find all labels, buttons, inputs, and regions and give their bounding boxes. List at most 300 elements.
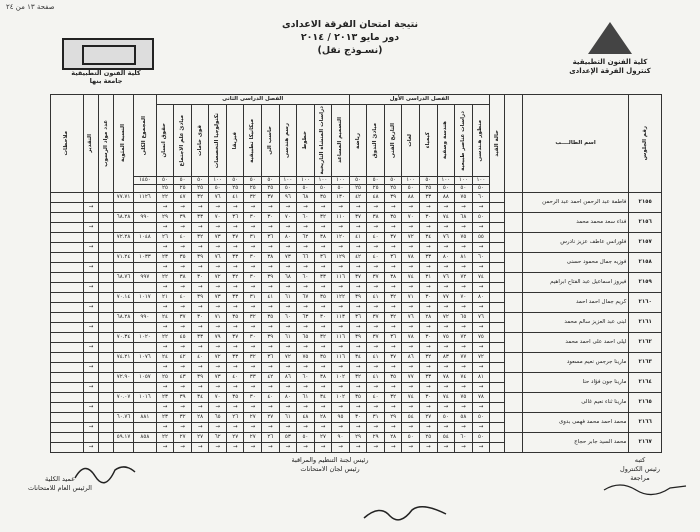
mark-cell: ٣٩ xyxy=(349,293,367,303)
mark-cell: → xyxy=(367,263,385,273)
mark-cell: → xyxy=(402,203,420,213)
mark-cell: → xyxy=(332,443,350,453)
grade-cell: → xyxy=(83,323,98,333)
mark-cell: → xyxy=(174,343,192,353)
mark-cell: ٧٥ xyxy=(297,353,315,363)
mark-cell: → xyxy=(332,243,350,253)
mark-cell: → xyxy=(349,363,367,373)
mark-cell: ٤٣ xyxy=(174,373,192,383)
mark-cell: → xyxy=(174,363,192,373)
mark-cell: ٧١ xyxy=(402,293,420,303)
total-cell xyxy=(134,263,157,273)
max-mark-cell: ٥٠ xyxy=(244,177,262,185)
side-cell xyxy=(505,273,523,293)
max-mark-cell: ١٠٠ xyxy=(279,177,297,185)
fail-count-cell xyxy=(98,423,113,433)
mark-cell: ٤٠ xyxy=(367,233,385,243)
mark-cell: ٧٢ xyxy=(455,333,473,343)
mark-cell: → xyxy=(174,263,192,273)
percent-cell xyxy=(114,423,134,433)
mark-cell: ١١٠ xyxy=(332,213,350,223)
subject-header-text: مبادئ علم الاجتماع xyxy=(179,114,186,167)
status-cell xyxy=(490,203,505,213)
notes-cell xyxy=(51,383,84,393)
mark-cell: ٣٥ xyxy=(314,193,332,203)
mark-cell: → xyxy=(156,323,174,333)
mark-cell: → xyxy=(174,383,192,393)
mark-cell: ٣٦ xyxy=(349,313,367,323)
status-cell xyxy=(490,193,505,203)
fail-count-cell xyxy=(98,203,113,213)
mark-cell: ٢٨ xyxy=(191,413,209,423)
notes-cell xyxy=(51,243,84,253)
mark-cell: ٣٥ xyxy=(262,313,280,323)
mark-cell: → xyxy=(384,363,402,373)
mark-cell: ٧٥ xyxy=(455,393,473,403)
mark-cell: → xyxy=(191,443,209,453)
mark-cell: ١١٦ xyxy=(332,333,350,343)
mark-cell: → xyxy=(174,243,192,253)
mark-cell: ٦٣ xyxy=(297,313,315,323)
student-name: لبنى عبد العزيز سالم محمد xyxy=(522,313,629,333)
mark-cell: ٢٤ xyxy=(156,353,174,363)
student-id: ٢١٥٦ xyxy=(629,213,662,233)
mark-cell: ٣١ xyxy=(367,413,385,423)
mark-cell: → xyxy=(384,383,402,393)
percent-cell xyxy=(114,343,134,353)
fail-count-cell xyxy=(98,333,113,343)
total-cell: ١٠٥٧ xyxy=(134,373,157,383)
mark-cell: ٦١ xyxy=(297,393,315,403)
mark-cell: → xyxy=(279,443,297,453)
student-name: مارينا جون فؤاد حنا xyxy=(522,373,629,393)
mark-cell: → xyxy=(455,343,473,353)
mark-cell: ٦٠ xyxy=(279,313,297,323)
mark-cell: → xyxy=(332,263,350,273)
mark-cell: → xyxy=(297,243,315,253)
fail-count-cell xyxy=(98,303,113,313)
mark-cell: ٢٨ xyxy=(420,313,438,323)
subject-header-text: التاريخ الفنى xyxy=(389,122,396,159)
page-number: صفحة ١٣ من ٢٤ xyxy=(6,3,55,11)
mark-cell: → xyxy=(297,223,315,233)
subject-header-text: فيزيقا xyxy=(231,131,238,150)
mark-cell: ٥٥ xyxy=(472,233,490,243)
mark-cell: ٣٥ xyxy=(384,373,402,383)
mark-cell: → xyxy=(367,303,385,313)
mark-cell: ٦٥ xyxy=(297,333,315,343)
total-cell xyxy=(134,443,157,453)
student-row xyxy=(51,273,662,283)
mark-cell: → xyxy=(297,283,315,293)
mark-cell: → xyxy=(174,223,192,233)
mark-cell: ٥٠ xyxy=(297,433,315,443)
mark-cell: ٧٥ xyxy=(455,193,473,203)
subject-header xyxy=(472,105,490,177)
max-mark-cell: ٥٠ xyxy=(226,177,244,185)
grade-cell: → xyxy=(83,203,98,213)
notes-cell xyxy=(51,423,84,433)
status-cell xyxy=(490,423,505,433)
total-cell: ١٠١٧ xyxy=(134,293,157,303)
mark-cell: ٣١ xyxy=(420,273,438,283)
total-column-header-text: المجموع الكلى xyxy=(141,115,148,156)
status-cell xyxy=(490,233,505,243)
max-mark-cell: ١٠٠ xyxy=(455,177,473,185)
subject-header xyxy=(332,105,350,177)
mark-cell: ٧٨ xyxy=(402,333,420,343)
mark-cell: → xyxy=(437,323,455,333)
fail-count-cell xyxy=(98,383,113,393)
mark-cell: ٢٥ xyxy=(420,433,438,443)
mark-cell: ٣٩ xyxy=(174,393,192,403)
mark-cell: ٧١ xyxy=(209,313,227,323)
notes-cell xyxy=(51,313,84,323)
mark-cell: → xyxy=(420,303,438,313)
notes-cell xyxy=(51,233,84,243)
percent-cell xyxy=(114,323,134,333)
subject-header xyxy=(367,105,385,177)
status-cell xyxy=(490,443,505,453)
mark-cell: ٣٩ xyxy=(262,273,280,283)
mark-cell: → xyxy=(262,303,280,313)
min-mark-cell: ٥٠ xyxy=(437,185,455,193)
subject-header xyxy=(297,105,315,177)
mark-cell: → xyxy=(209,423,227,433)
university-logo xyxy=(60,38,152,84)
mark-cell: → xyxy=(384,223,402,233)
mark-cell: ٧٦ xyxy=(209,253,227,263)
mark-cell: → xyxy=(191,323,209,333)
mark-cell: → xyxy=(226,383,244,393)
mark-cell: ٧٥ xyxy=(455,233,473,243)
mark-cell: → xyxy=(279,423,297,433)
mark-cell: → xyxy=(191,303,209,313)
mark-cell: → xyxy=(349,443,367,453)
notes-cell xyxy=(51,293,84,303)
mark-cell: → xyxy=(209,303,227,313)
mark-cell: ٧٠ xyxy=(209,213,227,223)
mark-cell: → xyxy=(279,203,297,213)
mark-cell: → xyxy=(156,243,174,253)
total-cell xyxy=(134,303,157,313)
logo-emblem xyxy=(62,38,154,70)
mark-cell: ٣٨ xyxy=(262,253,280,263)
max-mark-cell: ١٠٠ xyxy=(297,177,315,185)
status-cell xyxy=(490,303,505,313)
mark-cell: → xyxy=(209,283,227,293)
mark-cell: ٢٩ xyxy=(367,433,385,443)
min-mark-cell: ٢٥ xyxy=(156,185,174,193)
mark-cell: ٧٤ xyxy=(402,393,420,403)
max-mark-cell: ٥٠ xyxy=(156,177,174,185)
name-column-header: اسم الطالــــب xyxy=(522,95,629,193)
max-mark-cell: ٥٠ xyxy=(384,177,402,185)
max-mark-cell: ١٠٠ xyxy=(209,177,227,185)
sheet-title xyxy=(250,18,450,57)
mark-cell: ٤٠ xyxy=(174,293,192,303)
fail-count-cell xyxy=(98,393,113,403)
mark-cell: → xyxy=(402,443,420,453)
mark-cell: ١٠٢ xyxy=(332,393,350,403)
mark-cell: ٣٧ xyxy=(367,313,385,323)
notes-cell xyxy=(51,193,84,203)
mark-cell: → xyxy=(297,263,315,273)
mark-cell: → xyxy=(297,323,315,333)
grade-cell xyxy=(83,273,98,283)
title-line-1: نتيجة امتحان الفرقة الاعدادى xyxy=(281,19,419,30)
mark-cell: → xyxy=(437,443,455,453)
mark-cell: ٤٢ xyxy=(262,373,280,383)
mark-cell: → xyxy=(156,423,174,433)
mark-cell: → xyxy=(384,423,402,433)
fail-count-cell xyxy=(98,433,113,443)
mark-cell: → xyxy=(455,403,473,413)
percent-cell: ٧٢.٩٠ xyxy=(114,373,134,383)
logo-left-line-1: كلية الفنون التطبيقية xyxy=(71,69,141,77)
mark-cell: ٤١ xyxy=(262,293,280,303)
notes-cell xyxy=(51,273,84,283)
student-id: ٢١٦٧ xyxy=(629,433,662,453)
mark-cell: → xyxy=(384,323,402,333)
mark-cell: ٦١ xyxy=(279,333,297,343)
fail-count-cell xyxy=(98,353,113,363)
mark-cell: ٢٢ xyxy=(156,433,174,443)
mark-cell: → xyxy=(332,423,350,433)
max-mark-cell: ٥٠ xyxy=(262,177,280,185)
mark-cell: → xyxy=(244,323,262,333)
mark-cell: → xyxy=(156,343,174,353)
subject-header-text: حقوق انسان xyxy=(161,123,168,158)
subject-header-text: هندسة وصفية xyxy=(442,121,449,160)
total-cell: ٨٨١ xyxy=(134,413,157,423)
student-id: ٢١٦١ xyxy=(629,313,662,333)
mark-cell: ٣٩ xyxy=(191,293,209,303)
mark-cell: → xyxy=(437,303,455,313)
mark-cell: ٨٠ xyxy=(279,233,297,243)
notes-cell xyxy=(51,253,84,263)
mark-cell: → xyxy=(262,423,280,433)
percent-column-header-text: النسبة المئوية xyxy=(120,124,127,163)
mark-cell: → xyxy=(191,403,209,413)
total-cell xyxy=(134,423,157,433)
mark-cell: ٩٥ xyxy=(332,413,350,423)
grade-cell: → xyxy=(83,223,98,233)
grade-cell: → xyxy=(83,403,98,413)
mark-cell: → xyxy=(191,243,209,253)
mark-cell: → xyxy=(262,403,280,413)
mark-cell: → xyxy=(384,203,402,213)
subject-header-text: منظور هـندسى xyxy=(477,119,484,162)
mark-cell: ٦١ xyxy=(279,293,297,303)
subject-header-text: قوى خامات xyxy=(196,124,203,157)
semester-1-header: الفصل الدراسى الأول xyxy=(349,95,489,105)
mark-cell: → xyxy=(244,383,262,393)
percent-cell xyxy=(114,303,134,313)
total-cell xyxy=(134,203,157,213)
sig-right-2: رئيس الكنترول xyxy=(619,465,660,473)
mark-cell: ١٣٠ xyxy=(332,193,350,203)
student-row xyxy=(51,353,662,363)
mark-cell: ٩٠ xyxy=(332,433,350,443)
percent-cell xyxy=(114,223,134,233)
notes-cell xyxy=(51,213,84,223)
student-id: ٢١٦٦ xyxy=(629,413,662,433)
mark-cell: ٣٩ xyxy=(191,253,209,263)
min-mark-cell: ٢٥ xyxy=(262,185,280,193)
total-cell: ١٠٢٠ xyxy=(134,333,157,343)
side-column-header xyxy=(505,95,523,193)
mark-cell: → xyxy=(332,303,350,313)
student-id: ٢١٦٠ xyxy=(629,293,662,313)
mark-cell: → xyxy=(209,323,227,333)
mark-cell: ٧٦ xyxy=(402,313,420,323)
mark-cell: → xyxy=(156,303,174,313)
fail-count-cell xyxy=(98,293,113,303)
mark-cell: ٧٣ xyxy=(279,253,297,263)
mark-cell: → xyxy=(191,283,209,293)
mark-cell: → xyxy=(314,403,332,413)
mark-cell: ٣٦ xyxy=(384,333,402,343)
fail-count-cell xyxy=(98,413,113,423)
grade-cell xyxy=(83,233,98,243)
mark-cell: ٣٢ xyxy=(384,313,402,323)
subject-header-text: مبادئ التذوق xyxy=(372,122,379,159)
subject-header xyxy=(420,105,438,177)
mark-cell: → xyxy=(455,383,473,393)
mark-cell: → xyxy=(384,263,402,273)
min-mark-cell: ٥٠ xyxy=(209,185,227,193)
mark-cell: ٧٨ xyxy=(402,253,420,263)
total-cell xyxy=(134,383,157,393)
total-cell: ١١٢٦ xyxy=(134,193,157,203)
mark-cell: ٣٣ xyxy=(420,253,438,263)
min-mark-cell: ٢٥ xyxy=(349,185,367,193)
mark-cell: ٣٩ xyxy=(191,373,209,383)
notes-cell xyxy=(51,223,84,233)
grade-column-header-text: التقدير xyxy=(87,134,94,153)
total-cell xyxy=(134,403,157,413)
mark-cell: → xyxy=(314,303,332,313)
mark-cell: ٣٠ xyxy=(420,393,438,403)
mark-cell: ٢٤ xyxy=(156,313,174,323)
percent-cell: ٧٢.٢٨ xyxy=(114,233,134,243)
mark-cell: ٢٧ xyxy=(420,413,438,423)
mark-cell: → xyxy=(174,403,192,413)
mark-cell: ٤١ xyxy=(367,373,385,383)
mark-cell: ٣٧ xyxy=(349,273,367,283)
mark-cell: → xyxy=(209,343,227,353)
mark-cell: → xyxy=(314,443,332,453)
mark-cell: ٢٥ xyxy=(156,373,174,383)
mark-cell: → xyxy=(437,203,455,213)
mark-cell: → xyxy=(437,383,455,393)
mark-cell: ٣٢ xyxy=(384,293,402,303)
mark-cell: → xyxy=(455,303,473,313)
grade-column-header xyxy=(83,95,98,193)
student-name: كريم جمال احمد احمد xyxy=(522,293,629,313)
sig-right-1: كتبه xyxy=(634,456,646,464)
pyramid-emblem-icon xyxy=(588,22,632,54)
mark-cell: → xyxy=(367,383,385,393)
mark-cell: → xyxy=(384,343,402,353)
mark-cell: ٤١ xyxy=(349,233,367,243)
status-cell xyxy=(490,393,505,403)
percent-cell: ٦٨.٢٨ xyxy=(114,313,134,323)
mark-cell: → xyxy=(279,263,297,273)
mark-cell: ٨٨ xyxy=(437,193,455,203)
min-mark-cell: ٥٠ xyxy=(455,185,473,193)
mark-cell: → xyxy=(455,363,473,373)
mark-cell: → xyxy=(472,423,490,433)
mark-cell: ٣٣ xyxy=(226,253,244,263)
mark-cell: ٤٥ xyxy=(174,333,192,343)
mark-cell: ٤٠ xyxy=(367,253,385,263)
mark-cell: → xyxy=(402,243,420,253)
mark-cell: ٧٠ xyxy=(209,393,227,403)
mark-cell: ٣٦ xyxy=(226,213,244,223)
grade-cell xyxy=(83,353,98,363)
mark-cell: ٦٠ xyxy=(297,373,315,383)
mark-cell: ٧٢ xyxy=(402,233,420,243)
total-column-header xyxy=(134,95,157,177)
mark-cell: ٥٨ xyxy=(455,413,473,423)
mark-cell: ٤١ xyxy=(367,353,385,363)
mark-cell: → xyxy=(420,343,438,353)
mark-cell: ٣٢ xyxy=(244,353,262,363)
mark-cell: ٧٢ xyxy=(437,313,455,323)
student-id: ٢١٥٧ xyxy=(629,233,662,253)
mark-cell: ٣٢ xyxy=(314,333,332,343)
mark-cell: → xyxy=(297,343,315,353)
fail-count-cell xyxy=(98,263,113,273)
mark-cell: ٣٧ xyxy=(226,233,244,243)
mark-cell: ٦٥ xyxy=(209,413,227,423)
mark-cell: → xyxy=(156,263,174,273)
mark-cell: → xyxy=(384,443,402,453)
mark-cell: ٣٩ xyxy=(384,193,402,203)
total-cell: ١٠٤٨ xyxy=(134,233,157,243)
mark-cell: → xyxy=(349,283,367,293)
mark-cell: ٢٢ xyxy=(156,333,174,343)
mark-cell: ٢٧ xyxy=(191,433,209,443)
mark-cell: → xyxy=(314,423,332,433)
mark-cell: → xyxy=(174,303,192,313)
mark-cell: ٤٠ xyxy=(367,393,385,403)
max-mark-cell: ٥٠ xyxy=(367,177,385,185)
subject-header xyxy=(156,105,174,177)
mark-cell: → xyxy=(402,283,420,293)
mark-cell: → xyxy=(437,403,455,413)
percent-cell xyxy=(114,383,134,393)
min-mark-cell: ٢٥ xyxy=(420,185,438,193)
grade-cell: → xyxy=(83,303,98,313)
grade-cell: → xyxy=(83,263,98,273)
mark-cell: → xyxy=(402,343,420,353)
grade-cell xyxy=(83,193,98,203)
mark-cell: ٣٥ xyxy=(226,313,244,323)
mark-cell: → xyxy=(402,263,420,273)
total-cell: ١٠٧٦ xyxy=(134,353,157,363)
mark-cell: ٦٥ xyxy=(455,313,473,323)
mark-cell: → xyxy=(455,283,473,293)
mark-cell: ٣٣ xyxy=(191,213,209,223)
mark-cell: ٢٦ xyxy=(226,413,244,423)
mark-cell: ٣٢ xyxy=(314,213,332,223)
mark-cell: ٤٢ xyxy=(349,253,367,263)
mark-cell: → xyxy=(455,423,473,433)
mark-cell: ٣٧ xyxy=(262,193,280,203)
